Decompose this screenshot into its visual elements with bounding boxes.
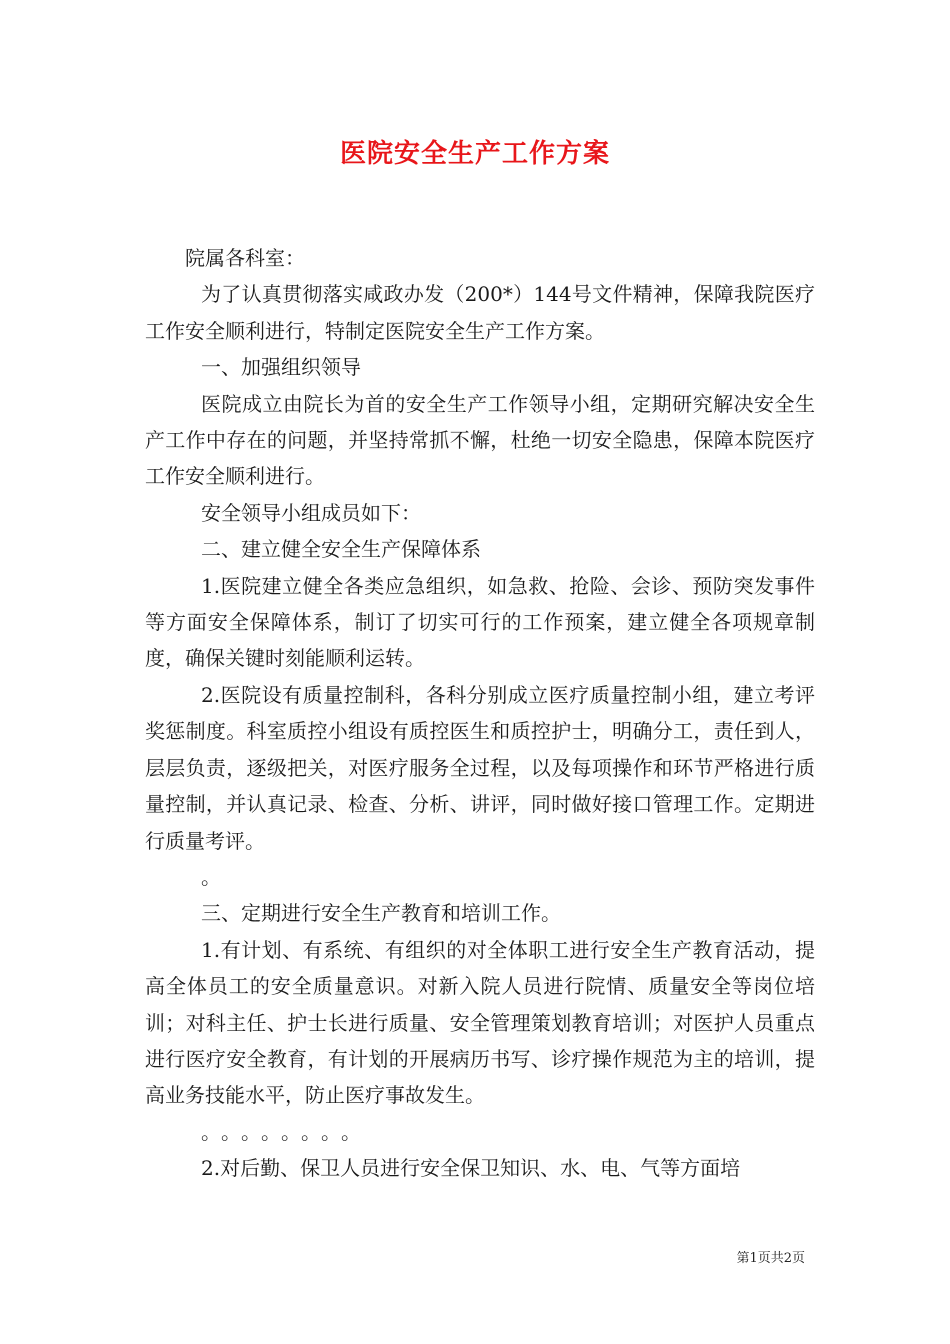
section-heading-1: 一、加强组织领导 xyxy=(201,355,361,380)
paragraph: 1.有计划、有系统、有组织的对全体职工进行安全生产教育活动，提高全体员工的安全质量意识。对新入院人员进行院情、质量安全等岗位培训；对科主任、护士长进行质量、安全管理策划教育培训；对医护人员重点进行医疗安全教育，有计划的开展病历书写、诊疗操作规范为主的培训，提高业务技能水平，防止医疗事故发生。 xyxy=(145,937,815,1108)
paragraph: 2.医院设有质量控制科，各科分别成立医疗质量控制小组，建立考评奖惩制度。科室质控小组设有质控医生和质控护士，明确分工，责任到人，层层负责，逐级把关，对医疗服务全过程，以及每项操作和环节严格进行质量控制，并认真记录、检查、分析、讲评，同时做好接口管理工作。定期进行质量考评。 xyxy=(145,682,815,853)
paragraph: 1.医院建立健全各类应急组织，如急救、抢险、会诊、预防突发事件等方面安全保障体系，制订了切实可行的工作预案，建立健全各项规章制度，确保关键时刻能顺利运转。 xyxy=(145,573,815,671)
ellipsis-line: 。。。。。。。。 xyxy=(201,1119,371,1144)
paragraph: 2.对后勤、保卫人员进行安全保卫知识、水、电、气等方面培 xyxy=(201,1156,741,1181)
section-heading-3: 三、定期进行安全生产教育和培训工作。 xyxy=(201,901,561,926)
document-body xyxy=(145,240,815,1187)
intro-paragraph: 为了认真贯彻落实咸政办发（200*）144号文件精神，保障我院医疗工作安全顺利进行，特制定医院安全生产工作方案。 xyxy=(145,282,815,343)
salutation: 院属各科室： xyxy=(185,246,305,270)
document-title: 医院安全生产工作方案 xyxy=(339,139,610,169)
section-heading-2: 二、建立健全安全生产保障体系 xyxy=(201,537,481,562)
paragraph: 安全领导小组成员如下： xyxy=(201,500,421,525)
ellipsis-line: 。 xyxy=(201,864,221,889)
paragraph: 医院成立由院长为首的安全生产工作领导小组，定期研究解决安全生产工作中存在的问题，并坚持常抓不懈，杜绝一切安全隐患，保障本院医疗工作安全顺利进行。 xyxy=(145,391,815,489)
page-number: 第1页共2页 xyxy=(736,1251,805,1266)
